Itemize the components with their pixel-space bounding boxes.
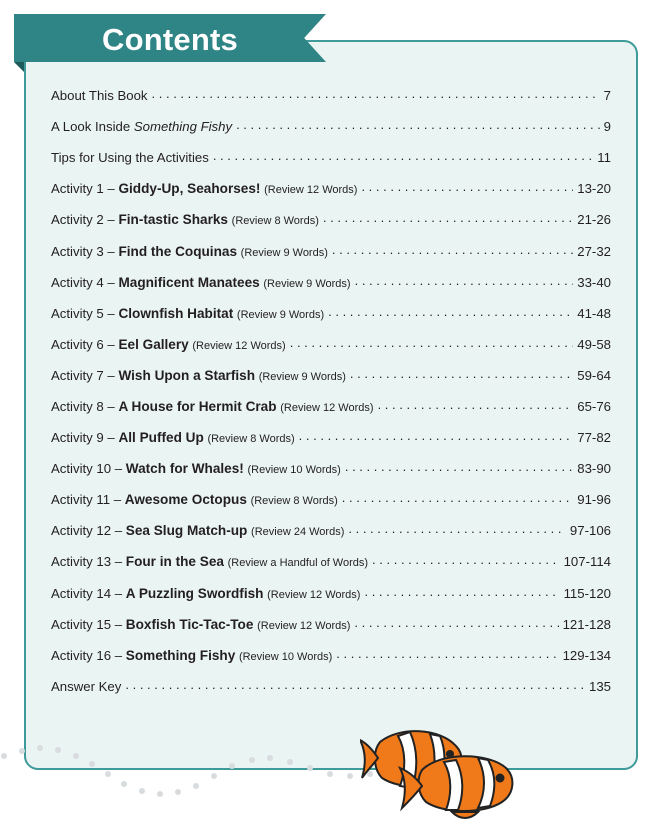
dot-leader xyxy=(236,117,600,132)
toc-entry xyxy=(51,617,350,632)
toc-entry-prefix: Activity 6 – xyxy=(51,336,119,352)
toc-entry xyxy=(51,212,319,227)
toc-entry xyxy=(51,337,286,352)
toc-entry-prefix: Activity 9 – xyxy=(51,430,119,446)
toc-entry-review: (Review 12 Words) xyxy=(267,588,361,601)
toc-entry-review: (Review 24 Words) xyxy=(251,526,345,539)
toc-row xyxy=(51,453,611,484)
toc-entry-review: (Review 12 Words) xyxy=(264,184,358,197)
dot-leader xyxy=(290,335,574,350)
dot-leader xyxy=(299,428,574,443)
toc-page-number: 77-82 xyxy=(577,430,611,446)
toc-entry-title: Awesome Octopus xyxy=(124,492,247,508)
dot-leader xyxy=(125,677,585,692)
toc-row xyxy=(51,142,611,173)
toc-entry-title: A Puzzling Swordfish xyxy=(125,585,264,601)
toc-page-number: 129-134 xyxy=(562,647,611,663)
table-of-contents xyxy=(51,80,611,702)
toc-entry-review: (Review 8 Words) xyxy=(250,495,338,508)
toc-entry-prefix: Answer Key xyxy=(51,678,122,694)
toc-page-number: 11 xyxy=(597,150,611,166)
toc-entry-review: (Review 9 Words) xyxy=(240,246,328,259)
toc-row xyxy=(51,111,611,142)
toc-entry-review: (Review 10 Words) xyxy=(247,464,341,477)
toc-page-number: 97-106 xyxy=(569,523,611,539)
toc-entry-prefix: Activity 13 – xyxy=(51,554,126,570)
toc-entry xyxy=(51,244,328,259)
toc-page-number: 107-114 xyxy=(563,554,611,570)
toc-entry-prefix: Activity 4 – xyxy=(51,274,119,290)
toc-page-number: 91-96 xyxy=(577,492,611,508)
toc-entry-prefix: Activity 8 – xyxy=(51,398,119,414)
toc-row xyxy=(51,640,611,671)
toc-page-number: 59-64 xyxy=(577,367,611,383)
toc-entry-review: (Review 9 Words) xyxy=(236,308,325,321)
bubble-trail-decoration xyxy=(0,720,400,810)
toc-entry xyxy=(51,88,148,103)
dot-leader xyxy=(350,366,573,381)
toc-page-number: 33-40 xyxy=(577,274,611,290)
toc-row xyxy=(51,546,611,577)
toc-page-number: 121-128 xyxy=(562,616,611,632)
toc-entry-review: (Review 9 Words) xyxy=(258,370,346,383)
toc-page-number: 49-58 xyxy=(577,336,611,352)
toc-row xyxy=(51,360,611,391)
toc-entry-review: (Review a Handful of Words) xyxy=(227,557,369,570)
toc-entry-book-title: Something Fishy xyxy=(133,119,233,135)
dot-leader xyxy=(361,179,573,194)
dot-leader xyxy=(332,242,573,257)
toc-entry-title: Boxfish Tic-Tac-Toe xyxy=(125,616,254,632)
toc-entry-title: Four in the Sea xyxy=(125,554,224,570)
toc-page-number: 83-90 xyxy=(577,461,611,477)
toc-entry-prefix: Activity 15 – xyxy=(51,616,126,632)
toc-entry-prefix: Activity 16 – xyxy=(51,647,126,663)
toc-row xyxy=(51,422,611,453)
dot-leader xyxy=(355,273,574,288)
dot-leader xyxy=(152,86,600,101)
toc-entry-review: (Review 12 Words) xyxy=(280,401,374,414)
toc-page-number: 41-48 xyxy=(577,305,611,321)
toc-row xyxy=(51,578,611,609)
toc-entry xyxy=(51,461,341,476)
toc-row xyxy=(51,671,611,702)
dot-leader xyxy=(345,459,573,474)
dot-leader xyxy=(342,490,573,505)
toc-entry-prefix: Activity 3 – xyxy=(51,243,119,259)
toc-row xyxy=(51,235,611,266)
dot-leader xyxy=(336,646,558,661)
banner-fold xyxy=(14,62,24,72)
toc-page-number: 115-120 xyxy=(563,585,611,601)
toc-entry-review: (Review 10 Words) xyxy=(238,650,333,663)
toc-entry xyxy=(51,275,351,290)
toc-entry-review: (Review 8 Words) xyxy=(207,433,295,446)
toc-page-number: 13-20 xyxy=(577,181,611,197)
dot-leader xyxy=(213,148,593,163)
toc-row xyxy=(51,484,611,515)
toc-entry-prefix: Activity 10 – xyxy=(51,461,126,477)
toc-entry-title: Clownfish Habitat xyxy=(118,305,234,321)
toc-entry-title: Sea Slug Match-up xyxy=(125,523,248,539)
toc-entry-title: Magnificent Manatees xyxy=(118,274,260,290)
toc-row xyxy=(51,515,611,546)
toc-entry-prefix: Tips for Using the Activities xyxy=(51,150,209,166)
toc-entry xyxy=(51,368,346,383)
toc-entry-review: (Review 9 Words) xyxy=(263,277,351,290)
dot-leader xyxy=(378,397,574,412)
toc-page-number: 9 xyxy=(603,119,611,135)
toc-entry-prefix: Activity 7 – xyxy=(51,367,119,383)
toc-row xyxy=(51,329,611,360)
toc-entry-review: (Review 12 Words) xyxy=(192,339,286,352)
toc-row xyxy=(51,298,611,329)
toc-entry-title: Fin-tastic Sharks xyxy=(118,212,228,228)
toc-page-number: 27-32 xyxy=(577,243,611,259)
toc-page-number: 65-76 xyxy=(577,398,611,414)
toc-entry xyxy=(51,306,324,321)
toc-entry xyxy=(51,119,232,134)
toc-entry-title: Wish Upon a Starfish xyxy=(118,367,256,383)
toc-entry-prefix: A Look Inside xyxy=(51,119,134,135)
dot-leader xyxy=(354,615,558,630)
toc-row xyxy=(51,173,611,204)
toc-entry-prefix: Activity 12 – xyxy=(51,523,126,539)
toc-entry-title: Find the Coquinas xyxy=(118,243,237,259)
toc-entry xyxy=(51,523,344,538)
toc-page-number: 135 xyxy=(588,678,611,694)
toc-entry-prefix: About This Book xyxy=(51,88,148,104)
toc-entry-prefix: Activity 14 – xyxy=(51,585,126,601)
toc-row xyxy=(51,204,611,235)
toc-entry-title: All Puffed Up xyxy=(118,430,204,446)
toc-entry-prefix: Activity 2 – xyxy=(51,212,119,228)
toc-row xyxy=(51,391,611,422)
clownfish-illustration xyxy=(360,722,520,822)
toc-row xyxy=(51,267,611,298)
toc-entry xyxy=(51,648,332,663)
toc-entry-review: (Review 8 Words) xyxy=(231,215,319,228)
toc-entry xyxy=(51,586,360,601)
toc-entry-title: Giddy-Up, Seahorses! xyxy=(118,181,261,197)
toc-entry-review: (Review 12 Words) xyxy=(257,619,351,632)
dot-leader xyxy=(323,210,573,225)
toc-entry xyxy=(51,181,357,196)
toc-entry-title: Eel Gallery xyxy=(118,336,189,352)
toc-entry xyxy=(51,150,209,165)
toc-entry-prefix: Activity 5 – xyxy=(51,305,119,321)
toc-entry xyxy=(51,492,338,507)
dot-leader xyxy=(328,304,573,319)
toc-entry-prefix: Activity 11 – xyxy=(51,492,125,508)
toc-entry xyxy=(51,679,121,694)
toc-entry-prefix: Activity 1 – xyxy=(51,181,119,197)
toc-page-number: 7 xyxy=(603,88,611,104)
toc-entry-title: Something Fishy xyxy=(125,647,236,663)
toc-entry-title: A House for Hermit Crab xyxy=(118,398,277,414)
dot-leader xyxy=(348,521,566,536)
toc-entry xyxy=(51,399,374,414)
toc-row xyxy=(51,609,611,640)
toc-row xyxy=(51,80,611,111)
toc-entry xyxy=(51,554,368,569)
toc-page-number: 21-26 xyxy=(577,212,611,228)
dot-leader xyxy=(364,584,559,599)
toc-entry xyxy=(51,430,295,445)
toc-entry-title: Watch for Whales! xyxy=(125,461,244,477)
dot-leader xyxy=(372,552,560,567)
page-title: Contents xyxy=(102,22,238,57)
